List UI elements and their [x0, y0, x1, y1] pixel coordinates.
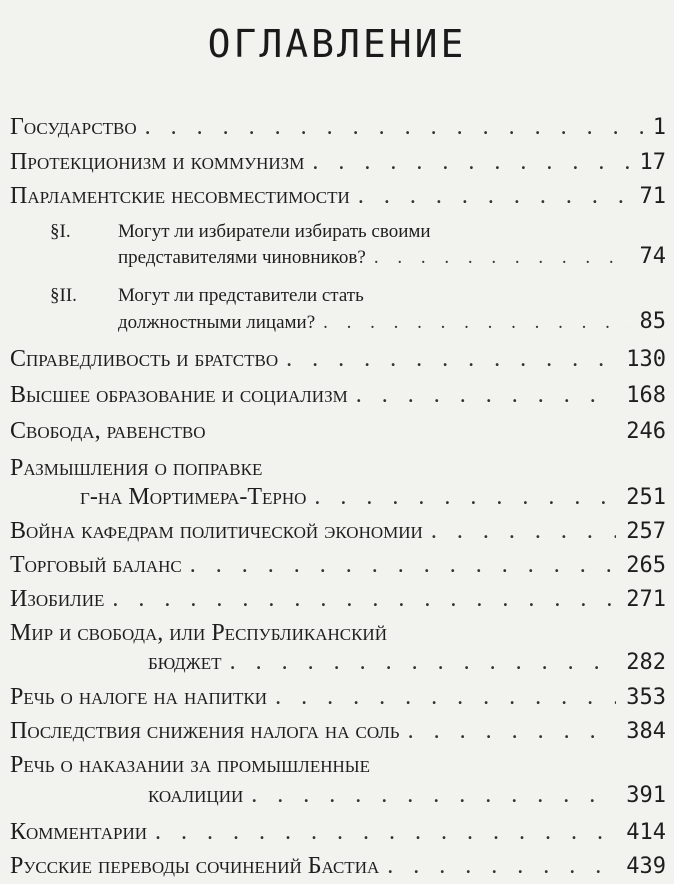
- entry-label: Свобода, равенство: [10, 418, 206, 444]
- page-number: 1: [652, 115, 666, 140]
- page-number: 257: [626, 519, 666, 544]
- page-number: 384: [626, 719, 666, 744]
- leader-dots: [243, 782, 616, 809]
- entry-label: Парламентские несовместимости: [10, 183, 350, 209]
- leader-dots: [379, 853, 616, 880]
- toc-entry[interactable]: [10, 149, 666, 176]
- entry-label: Торговый баланс: [10, 552, 182, 578]
- toc-entry[interactable]: [10, 518, 666, 545]
- leader-dots: [278, 346, 616, 373]
- page-number: 251: [626, 485, 666, 510]
- section-number: §I.: [50, 221, 71, 242]
- entry-label: должностными лицами?: [118, 312, 316, 333]
- leader-dots: [348, 382, 617, 409]
- entry-label: Справедливость и братство: [10, 346, 279, 372]
- toc-entry[interactable]: [10, 114, 666, 141]
- entry-label-line1: Речь о наказании за промышленные: [10, 752, 370, 778]
- page-title: ОГЛАВЛЕНИЕ: [207, 22, 467, 66]
- entry-label-line1: Могут ли избиратели избирать своими: [118, 221, 431, 242]
- leader-dots: [182, 552, 616, 579]
- entry-label: Речь о налоге на напитки: [10, 684, 268, 710]
- entry-label: Последствия снижения налога на соль: [10, 718, 400, 744]
- leader-dots: [315, 312, 629, 334]
- page-number: 74: [639, 244, 666, 269]
- entry-label: г-на Мортимера-Терно: [80, 484, 307, 510]
- entry-label: Русские переводы сочинений Бастиа: [10, 853, 380, 879]
- toc-entry[interactable]: [10, 718, 666, 745]
- page-number: 168: [626, 383, 666, 408]
- leader-dots: [147, 819, 616, 846]
- leader-dots: [104, 586, 616, 613]
- entry-label-line1: Мир и свобода, или Республиканский: [10, 620, 387, 646]
- leader-dots: [137, 114, 643, 141]
- leader-dots: [350, 183, 630, 210]
- page-number: 71: [639, 184, 666, 209]
- section-number: §II.: [50, 285, 77, 306]
- entry-label: Протекционизм и коммунизм: [10, 149, 305, 175]
- page-number: 271: [626, 587, 666, 612]
- leader-dots: [304, 149, 629, 176]
- toc-entry[interactable]: [10, 382, 666, 409]
- entry-label: Комментарии: [10, 819, 147, 845]
- page-number: 85: [639, 309, 666, 334]
- leader-dots: [400, 718, 617, 745]
- page-number: 353: [626, 685, 666, 710]
- leader-dots: [423, 518, 616, 545]
- entry-label: представителями чиновников?: [118, 247, 366, 268]
- page-number: 282: [626, 650, 666, 675]
- page-number: 130: [626, 347, 666, 372]
- entry-label-line1: Размышления о поправке: [10, 455, 263, 481]
- entry-label: бюджет: [148, 649, 222, 675]
- leader-dots: [222, 649, 617, 676]
- toc-entry[interactable]: [80, 484, 666, 511]
- leader-dots: [267, 684, 616, 711]
- entry-label: коалиции: [148, 782, 244, 808]
- toc-entry[interactable]: [10, 183, 666, 210]
- toc-entry[interactable]: [148, 649, 666, 676]
- toc-entry[interactable]: [148, 782, 666, 809]
- toc-entry[interactable]: [10, 684, 666, 711]
- toc-entry[interactable]: [10, 853, 666, 880]
- toc-entry[interactable]: [10, 552, 666, 579]
- toc-entry[interactable]: [118, 244, 666, 269]
- page-number: 246: [626, 419, 666, 444]
- leader-dots: [306, 484, 616, 511]
- toc-entry[interactable]: [10, 346, 666, 373]
- page-number: 265: [626, 553, 666, 578]
- entry-label: Война кафедрам политической экономии: [10, 518, 423, 544]
- entry-label-line1: Могут ли представители стать: [118, 285, 364, 306]
- toc-entry[interactable]: [118, 309, 666, 334]
- toc-entry[interactable]: [10, 819, 666, 846]
- entry-label: Государство: [10, 114, 137, 140]
- toc-entry[interactable]: [10, 418, 666, 445]
- page-number: 414: [626, 820, 666, 845]
- leader-dots: [366, 247, 630, 269]
- entry-label: Высшее образование и социализм: [10, 382, 348, 408]
- toc-entry[interactable]: [10, 586, 666, 613]
- page-number: 439: [626, 854, 666, 879]
- page-number: 391: [626, 783, 666, 808]
- page-number: 17: [639, 150, 666, 175]
- entry-label: Изобилие: [10, 586, 105, 612]
